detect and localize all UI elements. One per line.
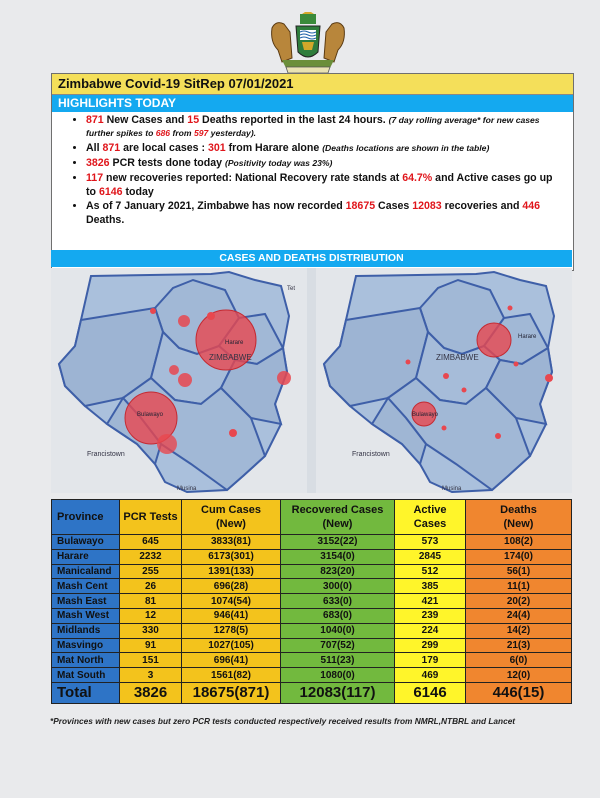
- table-total-row: [52, 682, 572, 703]
- cell-deaths: 24(4): [466, 608, 572, 623]
- cell-cum: 1561(82): [182, 668, 281, 683]
- cell-province: Mash Cent: [52, 579, 120, 594]
- cell-recovered: 511(23): [281, 653, 395, 668]
- cell-pcr: 3: [120, 668, 182, 683]
- pcr-tests-value: 3826: [86, 157, 110, 170]
- highlight-recoveries: [86, 172, 565, 199]
- highlight-local-cases: [86, 142, 565, 155]
- text: New Cases and: [103, 114, 188, 126]
- cell-province: Mash East: [52, 594, 120, 609]
- note: (Positivity today was 23%): [224, 158, 333, 169]
- text: Deaths reported in the last 24 hours.: [199, 114, 389, 126]
- text: today: [122, 185, 154, 198]
- cell-recovered: 823(20): [281, 564, 395, 579]
- header-text: (New): [216, 518, 246, 530]
- cell-active: 573: [395, 535, 466, 550]
- cell-pcr: 2232: [120, 549, 182, 564]
- header-text: (New): [322, 518, 353, 530]
- cell-deaths: 56(1): [466, 564, 572, 579]
- text: new recoveries reported: National Recovery rate stands at: [103, 172, 403, 185]
- active-cases-value: 6146: [98, 185, 123, 198]
- cell-active: 299: [395, 638, 466, 653]
- cell-province: Manicaland: [52, 564, 120, 579]
- header-text: Deaths: [500, 504, 537, 516]
- cell-active: 224: [395, 623, 466, 638]
- header-text: Active: [413, 504, 447, 516]
- map-tete-label: Tet: [287, 286, 296, 292]
- header-active-cases: [395, 500, 466, 535]
- province-data-table: [51, 499, 572, 704]
- midlands-death-bubble: [443, 373, 449, 379]
- recoveries-value: 117: [86, 172, 104, 185]
- cell-active: 2845: [395, 549, 466, 564]
- cell-province: Mat South: [52, 668, 120, 683]
- manicaland-case-bubble: [277, 371, 291, 385]
- text: Cases: [375, 200, 413, 213]
- header-pcr-tests: [120, 500, 182, 535]
- map-francistown-label: Francistown: [87, 451, 125, 458]
- note: from: [170, 128, 194, 139]
- header-text: Province: [57, 511, 104, 523]
- table-row: [52, 594, 572, 609]
- cumulative-recovered-value: 12083: [412, 200, 442, 213]
- note: (7 day rolling average* for new cases further spikes to: [86, 115, 540, 139]
- map-bulawayo-label: Bulawayo: [412, 412, 439, 418]
- cumulative-deaths-value: 446: [522, 200, 541, 213]
- text: Deaths.: [86, 213, 125, 226]
- table-row: [52, 608, 572, 623]
- mash-west-case-bubble: [178, 315, 190, 327]
- total-label: Total: [52, 682, 120, 703]
- harare-cases-value: 301: [207, 142, 226, 155]
- map-harare-label: Harare: [225, 340, 244, 346]
- cell-active: 421: [395, 594, 466, 609]
- header-text: Cases: [413, 518, 447, 530]
- cell-deaths: 20(2): [466, 594, 572, 609]
- cell-cum: 696(28): [182, 579, 281, 594]
- table-row: [52, 668, 572, 683]
- cell-deaths: 14(2): [466, 623, 572, 638]
- recovery-rate-value: 64.7%: [402, 172, 433, 185]
- cell-deaths: 6(0): [466, 653, 572, 668]
- total-recovered: 12083(117): [281, 682, 395, 703]
- text: recoveries and: [441, 200, 523, 213]
- text: All: [86, 142, 103, 155]
- note: (Deaths locations are shown in the table): [322, 143, 490, 154]
- cell-active: 385: [395, 579, 466, 594]
- cell-province: Mash West: [52, 608, 120, 623]
- highlights-heading: HIGHLIGHTS TODAY: [52, 95, 573, 112]
- cell-cum: 6173(301): [182, 549, 281, 564]
- mash-west-case-bubble-2: [169, 365, 179, 375]
- new-deaths-value: 15: [187, 114, 200, 126]
- cell-province: Masvingo: [52, 638, 120, 653]
- cell-pcr: 91: [120, 638, 182, 653]
- total-active: 6146: [395, 682, 466, 703]
- header-province: [52, 500, 120, 535]
- total-cum: 18675(871): [182, 682, 281, 703]
- map-bulawayo-label: Bulawayo: [137, 412, 164, 418]
- cell-pcr: 151: [120, 653, 182, 668]
- cell-recovered: 1080(0): [281, 668, 395, 683]
- cell-cum: 1074(54): [182, 594, 281, 609]
- text: from Harare alone: [225, 142, 323, 155]
- header-text: PCR Tests: [123, 511, 178, 523]
- cell-recovered: 683(0): [281, 608, 395, 623]
- highlights-list: [52, 112, 573, 227]
- cell-pcr: 26: [120, 579, 182, 594]
- cell-cum: 1027(105): [182, 638, 281, 653]
- table-footnote: *Provinces with new cases but zero PCR tests conducted respectively received results from NMRL,NTBRL and Lancet: [50, 716, 516, 726]
- table-row: [52, 623, 572, 638]
- highlight-pcr-tests: [86, 157, 565, 170]
- rolling-average-old: 597: [193, 128, 209, 139]
- table-row: [52, 535, 572, 550]
- report-title: Zimbabwe Covid-19 SitRep 07/01/2021: [52, 74, 573, 95]
- midlands-case-bubble: [178, 373, 192, 387]
- cell-active: 469: [395, 668, 466, 683]
- map-harare-label: Harare: [518, 334, 537, 340]
- mash-east-death-bubble: [514, 362, 519, 367]
- header-recovered-cases: [281, 500, 395, 535]
- cell-active: 512: [395, 564, 466, 579]
- cell-recovered: 707(52): [281, 638, 395, 653]
- text: are local cases :: [120, 142, 208, 155]
- cell-province: Midlands: [52, 623, 120, 638]
- cell-deaths: 174(0): [466, 549, 572, 564]
- text: and Active cases go up to: [86, 172, 553, 198]
- cell-pcr: 81: [120, 594, 182, 609]
- cases-map: [51, 268, 307, 493]
- mash-cent-case-bubble: [207, 312, 215, 320]
- header-deaths: [466, 500, 572, 535]
- map-country-label: ZIMBABWE: [436, 353, 479, 362]
- cell-recovered: 1040(0): [281, 623, 395, 638]
- cell-cum: 946(41): [182, 608, 281, 623]
- text: PCR tests done today: [109, 157, 225, 170]
- cumulative-cases-value: 18675: [345, 200, 376, 213]
- map-francistown-label: Francistown: [352, 451, 390, 458]
- cell-pcr: 12: [120, 608, 182, 623]
- header-text: (New): [503, 518, 534, 530]
- mat-north-death-bubble: [406, 360, 411, 365]
- header-text: Cum Cases: [201, 504, 261, 516]
- distribution-heading: CASES AND DEATHS DISTRIBUTION: [51, 250, 572, 267]
- table-row: [52, 564, 572, 579]
- sitrep-report-box: [51, 73, 574, 271]
- cell-cum: 1391(133): [182, 564, 281, 579]
- cell-recovered: 300(0): [281, 579, 395, 594]
- text: As of 7 January 2021, Zimbabwe has now recorded: [86, 200, 346, 213]
- mat-south-death-bubble: [442, 426, 447, 431]
- cell-active: 179: [395, 653, 466, 668]
- table-row: [52, 579, 572, 594]
- cell-recovered: 3154(0): [281, 549, 395, 564]
- header-cum-cases: [182, 500, 281, 535]
- rolling-average-new: 686: [155, 128, 171, 139]
- cell-province: Bulawayo: [52, 535, 120, 550]
- header-text: Recovered Cases: [291, 504, 384, 516]
- cell-province: Harare: [52, 549, 120, 564]
- highlight-cumulative: [86, 200, 565, 227]
- harare-death-bubble: [477, 323, 511, 357]
- cell-cum: 3833(81): [182, 535, 281, 550]
- new-cases-value: 871: [86, 114, 104, 126]
- mash-cent-death-bubble: [508, 306, 513, 311]
- cell-deaths: 11(1): [466, 579, 572, 594]
- local-cases-value: 871: [102, 142, 121, 155]
- cell-recovered: 633(0): [281, 594, 395, 609]
- note: yesterday).: [208, 128, 257, 139]
- map-musina-label: Musina: [177, 486, 197, 492]
- cell-cum: 696(41): [182, 653, 281, 668]
- small-case-bubble: [150, 308, 156, 314]
- total-deaths: 446(15): [466, 682, 572, 703]
- cell-deaths: 12(0): [466, 668, 572, 683]
- table-row: [52, 638, 572, 653]
- cell-deaths: 108(2): [466, 535, 572, 550]
- cell-active: 239: [395, 608, 466, 623]
- cell-deaths: 21(3): [466, 638, 572, 653]
- cell-province: Mat North: [52, 653, 120, 668]
- mat-south-case-bubble: [157, 434, 177, 454]
- masvingo-case-bubble: [229, 429, 237, 437]
- cell-pcr: 255: [120, 564, 182, 579]
- cell-cum: 1278(5): [182, 623, 281, 638]
- map-musina-label: Musina: [442, 486, 462, 492]
- small-death-bubble: [462, 388, 467, 393]
- table-header-row: [52, 500, 572, 535]
- maps-panel: [51, 268, 572, 493]
- cell-recovered: 3152(22): [281, 535, 395, 550]
- masvingo-death-bubble: [495, 433, 501, 439]
- total-pcr: 3826: [120, 682, 182, 703]
- table-row: [52, 549, 572, 564]
- cell-pcr: 330: [120, 623, 182, 638]
- cell-pcr: 645: [120, 535, 182, 550]
- deaths-map: [316, 268, 572, 493]
- table-row: [52, 653, 572, 668]
- coat-of-arms-emblem: [262, 12, 354, 74]
- highlight-new-cases: [86, 114, 565, 141]
- map-country-label: ZIMBABWE: [209, 353, 252, 362]
- manicaland-death-bubble: [545, 374, 553, 382]
